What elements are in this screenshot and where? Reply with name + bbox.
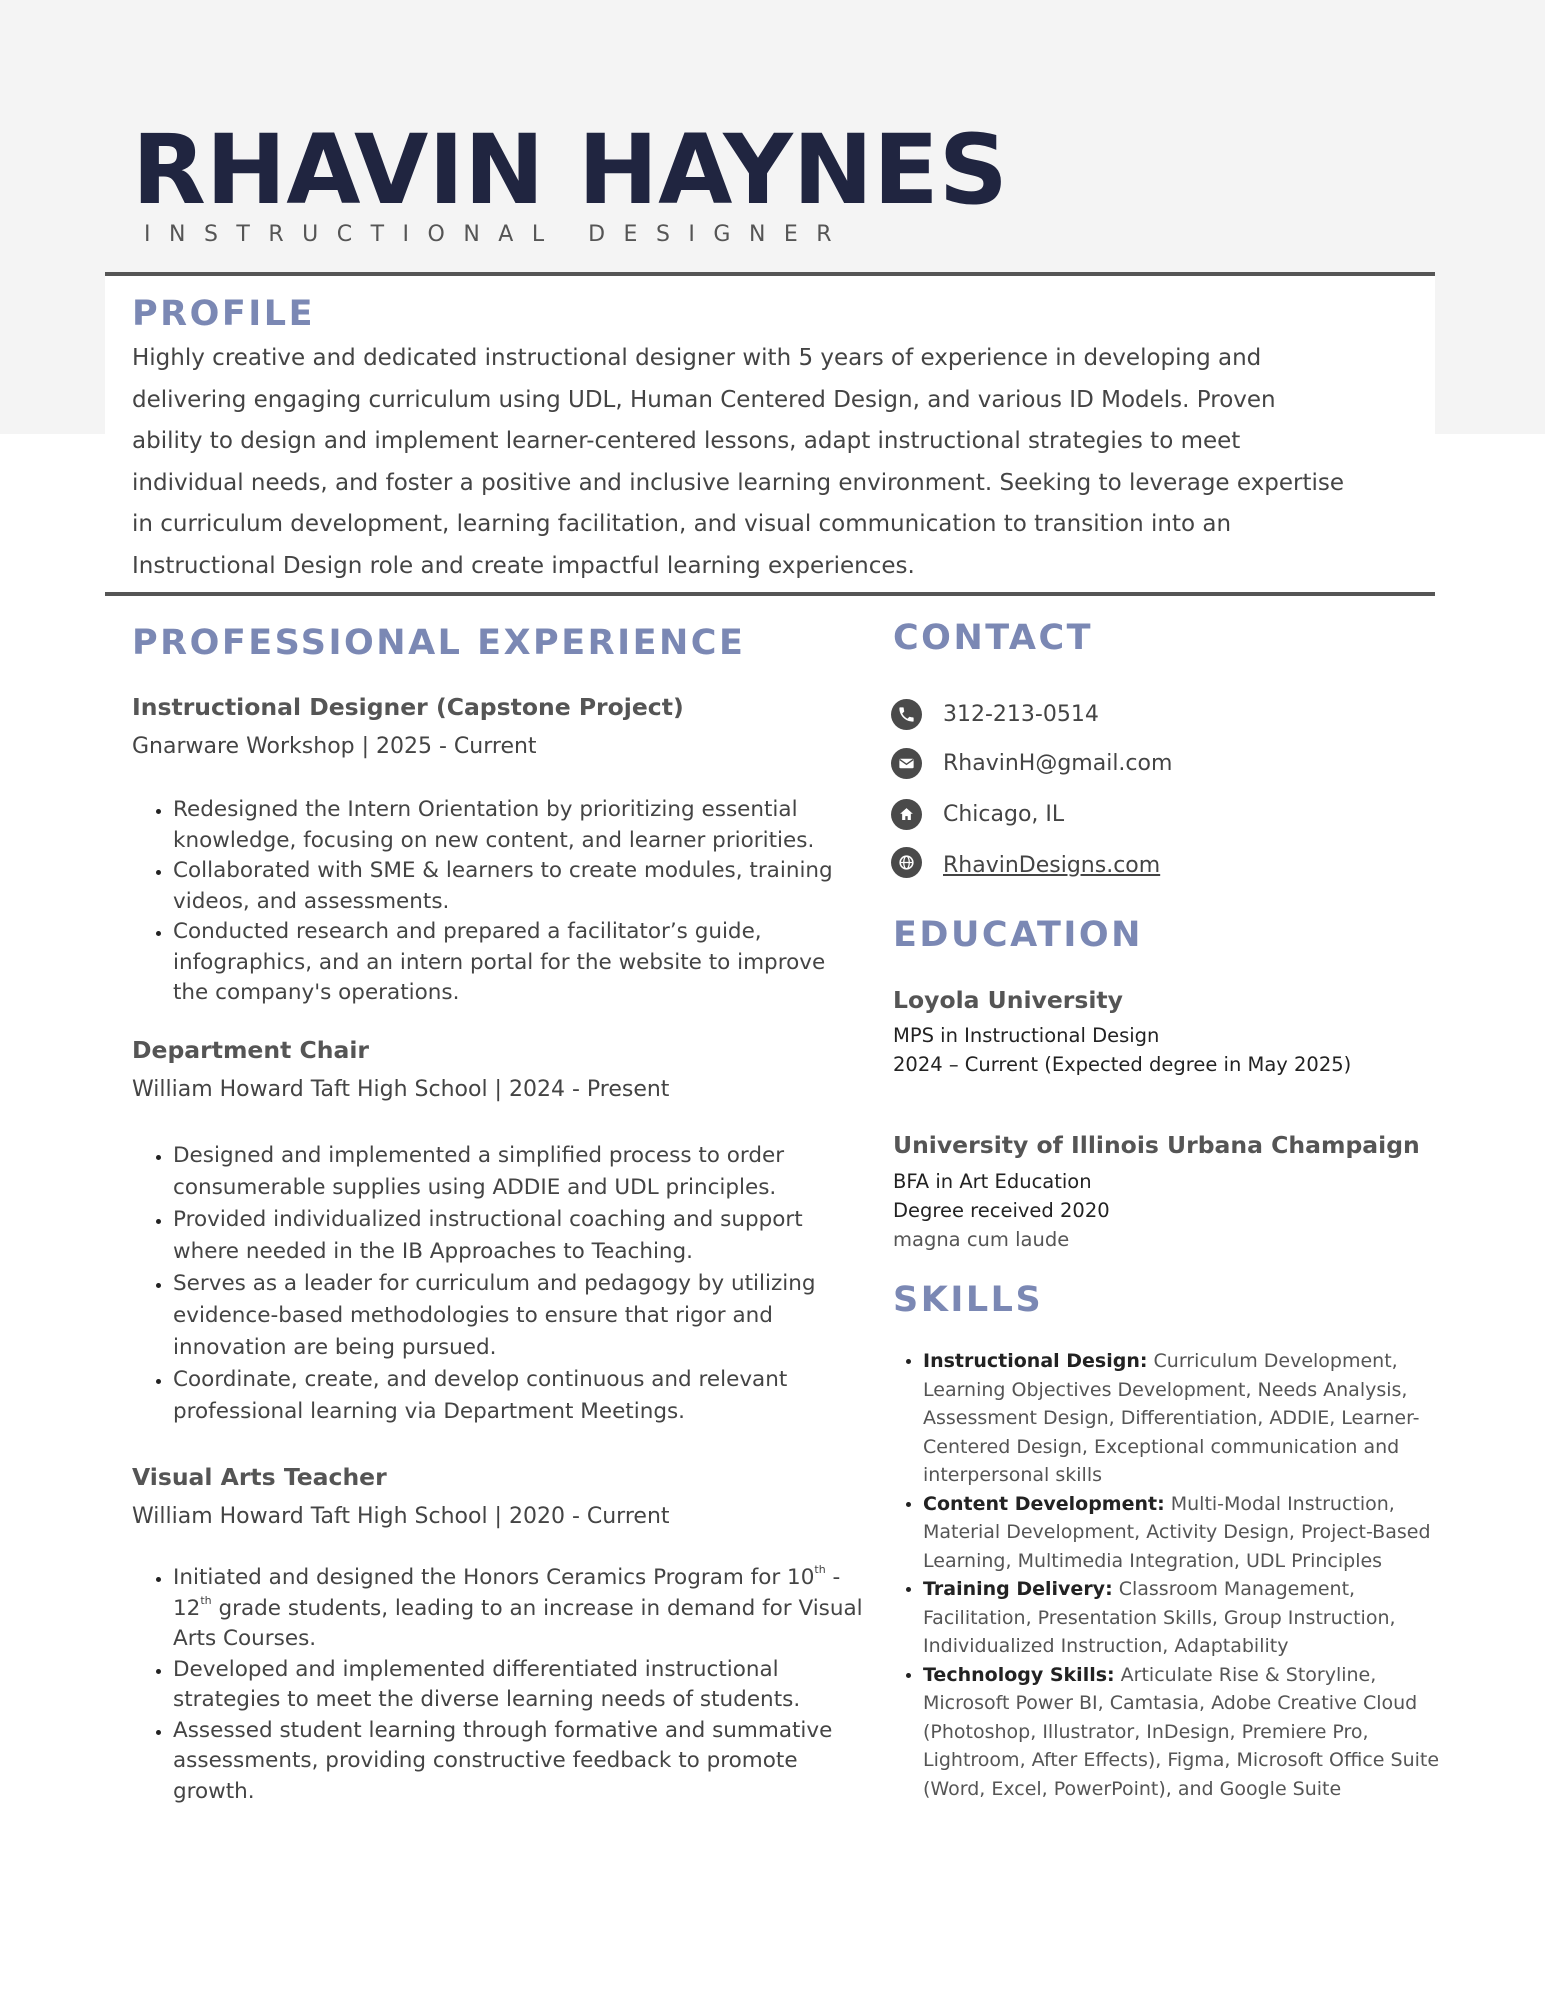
experience-heading: PROFESSIONAL EXPERIENCE [132,623,746,663]
degree-line: BFA in Art Education [893,1170,1092,1193]
list-item: • Conducted research and prepared a facilitator’s guide, infographics, and an intern portal for the website to improve the company's operations. [173,917,863,1009]
divider-bottom [105,592,1435,596]
list-item: • Coordinate, create, and develop continuous and relevant professional learning via Department Meetings. [173,1364,863,1428]
list-item: • Redesigned the Intern Orientation by prioritizing essential knowledge, focusing on new content, and learner priorities. [173,795,863,856]
job-title-subtitle: INSTRUCTIONAL DESIGNER [144,222,851,247]
job-title: Visual Arts Teacher [132,1463,387,1491]
contact-heading: CONTACT [893,618,1094,658]
contact-phone [891,697,1099,731]
phone-icon [891,699,922,730]
skills-heading: SKILLS [893,1280,1044,1320]
profile-heading: PROFILE [132,294,315,334]
profile-text: Highly creative and dedicated instructional designer with 5 years of experience in developing and delivering engaging curriculum using UDL, Human Centered Design, and various ID Models. Proven ability to design and implement learner-centered lessons, adapt instructional strategies to meet individual needs, and foster a positive and inclusive learning environment. Seeking to leverage expertise in curriculum development, learning facilitation, and visual communication to transition into an Instructional Design role and create impactful learning experiences. [132,345,1344,579]
job-bullets [132,1140,863,1428]
degree-line: 2024 – Current (Expected degree in May 2025) [893,1053,1352,1076]
divider-top [105,272,1435,276]
email-address[interactable]: RhavinH@gmail.com [943,750,1173,776]
list-item: • Assessed student learning through formative and summative assessments, providing constructive feedback to promote growth. [173,1716,863,1808]
website-link[interactable]: RhavinDesigns.com [943,852,1161,878]
degree-line: Degree received 2020 [893,1199,1110,1222]
job-title: Department Chair [132,1036,369,1064]
job-title: Instructional Designer (Capstone Project) [132,693,684,721]
skills-list [893,1347,1443,1803]
globe-icon [891,847,922,878]
list-item: • Serves as a leader for curriculum and pedagogy by utilizing evidence-based methodologies to ensure that rigor and innovation are being pursued. [173,1268,863,1364]
contact-location [891,797,1064,831]
list-item: • Collaborated with SME & learners to create modules, training videos, and assessments. [173,856,863,917]
job-bullets [132,1563,863,1807]
home-icon [891,799,922,830]
location-text: Chicago, IL [943,801,1065,827]
list-item: • Provided individualized instructional coaching and support where needed in the IB Approaches to Teaching. [173,1204,863,1268]
education-heading: EDUCATION [893,915,1143,955]
job-meta: William Howard Taft High School | 2020 - Current [132,1504,670,1529]
list-item: • Technology Skills: Articulate Rise & Storyline, Microsoft Power BI, Camtasia, Adobe Creative Cloud (Photoshop, Illustrator, InDesign, Premiere Pro, Lightroom, After Effects), Figma, Microsoft Office Suite (Word, Excel, PowerPoint), and Google Suite [923,1661,1443,1804]
school-name: University of Illinois Urbana Champaign [893,1131,1420,1159]
contact-website [891,845,1160,879]
email-icon [891,748,922,779]
degree-line: MPS in Instructional Design [893,1024,1160,1047]
list-item: • Instructional Design: Curriculum Development, Learning Objectives Development, Needs Analysis, Assessment Design, Differentiation, ADDIE, Learner-Centered Design, Exceptional communication and interpersonal skills [923,1347,1443,1490]
phone-number: 312-213-0514 [943,701,1099,727]
list-item: • Training Delivery: Classroom Management, Facilitation, Presentation Skills, Group Instruction, Individualized Instruction, Adaptability [923,1575,1443,1661]
list-item: • Initiated and designed the Honors Ceramics Program for 10th - 12th grade students, leading to an increase in demand for Visual Arts Courses. [173,1563,863,1655]
job-meta: Gnarware Workshop | 2025 - Current [132,734,537,759]
job-bullets [132,795,863,1009]
list-item: • Content Development: Multi-Modal Instruction, Material Development, Activity Design, Project-Based Learning, Multimedia Integration, UDL Principles [923,1490,1443,1576]
resume-name: RHAVIN HAYNES [132,114,1008,226]
job-meta: William Howard Taft High School | 2024 - Present [132,1077,670,1102]
contact-email [891,746,1172,780]
school-name: Loyola University [893,986,1123,1014]
list-item: • Designed and implemented a simplified process to order consumerable supplies using ADDIE and UDL principles. [173,1140,863,1204]
list-item: • Developed and implemented differentiated instructional strategies to meet the diverse learning needs of students. [173,1655,863,1716]
honors-line: magna cum laude [893,1228,1070,1251]
